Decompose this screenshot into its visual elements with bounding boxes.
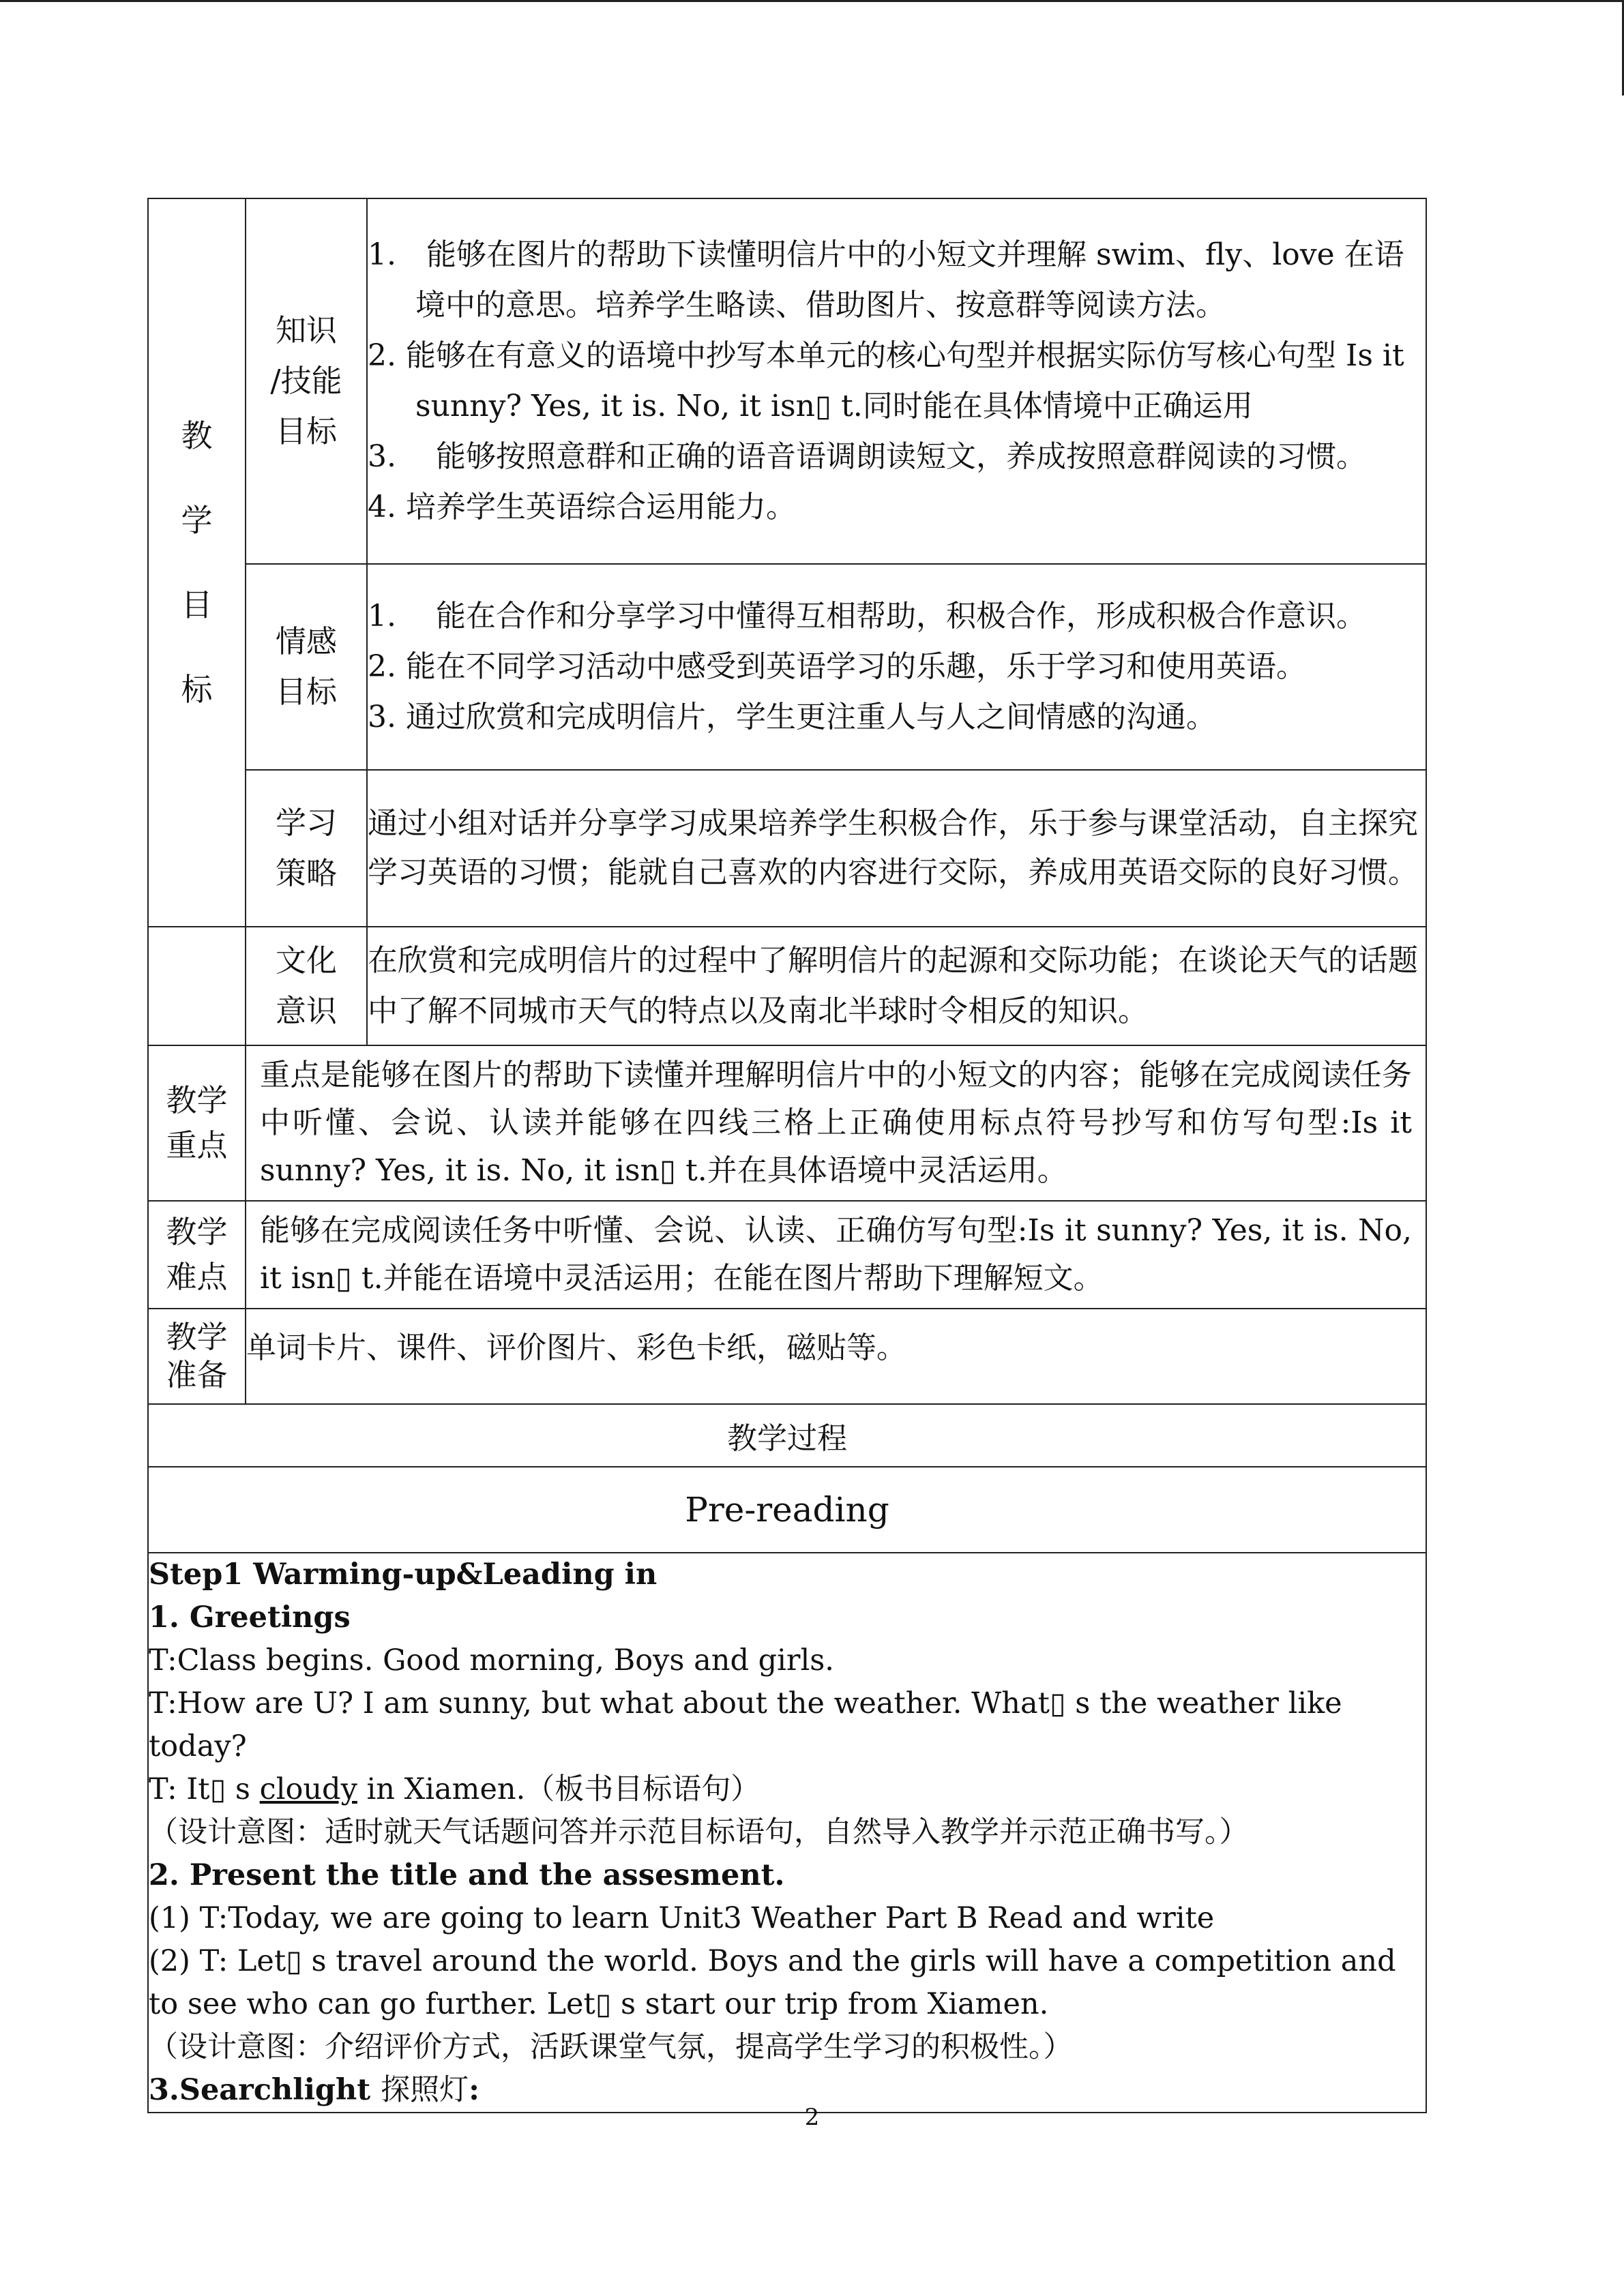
process-title: 教学过程: [148, 1404, 1426, 1467]
present-heading: 2. Present the title and the assesment.: [149, 1858, 785, 1892]
process-line: (1) T:Today, we are going to learn Unit3 Weather Part B Read and write: [149, 1901, 1215, 1935]
knowledge-content: [367, 198, 1426, 564]
dialogue-line: T:Class begins. Good morning, Boys and girls.: [149, 1643, 834, 1678]
process-line: (2) T: Let▯ s travel around the world. Boys and the girls will have a competition and to see who can go further. Let▯ s start our trip from Xiamen.: [149, 1944, 1396, 2021]
difficulties-label: 教学 难点: [148, 1201, 246, 1309]
knowledge-label: 知识 /技能 目标: [246, 198, 367, 564]
preparation-content: 单词卡片、课件、评价图片、彩色卡纸，磁贴等。: [246, 1309, 1426, 1404]
step1-heading: Step1 Warming-up&Leading in: [149, 1557, 658, 1592]
stage-title: Pre-reading: [148, 1467, 1426, 1553]
emotion-item: 3. 通过欣赏和完成明信片，学生更注重人与人之间情感的沟通。: [368, 700, 1216, 734]
culture-blank-cell: [148, 927, 246, 1045]
knowledge-item: 1. 能够在图片的帮助下读懂明信片中的小短文并理解 swim、fly、love 在语境中的意思。培养学生略读、借助图片、按意群等阅读方法。: [368, 237, 1404, 323]
preparation-row: [148, 1309, 1426, 1404]
difficulties-row: [148, 1201, 1426, 1309]
emotion-row: [148, 564, 1426, 770]
stage-title-row: [148, 1467, 1426, 1553]
knowledge-item: 4. 培养学生英语综合运用能力。: [368, 490, 796, 524]
strategy-label: 学习 策略: [246, 770, 367, 927]
dialogue-line: T:How are U? I am sunny, but what about the weather. What▯ s the weather like today?: [149, 1686, 1342, 1763]
dialogue-line: T: It▯ s cloudy in Xiamen.（板书目标语句）: [149, 1772, 761, 1806]
difficulties-content: 能够在完成阅读任务中听懂、会说、认读、正确仿写句型:Is it sunny? Yes, it is. No, it isn▯ t.并能在语境中灵活运用；在能在图片帮助下理解短文。: [246, 1201, 1426, 1309]
page-number: 2: [804, 2104, 820, 2131]
knowledge-item: 3. 能够按照意群和正确的语音语调朗读短文，养成按照意群阅读的习惯。: [368, 439, 1366, 474]
strategy-row: [148, 770, 1426, 927]
key-points-content: 重点是能够在图片的帮助下读懂并理解明信片中的小短文的内容；能够在完成阅读任务中听懂、会说、认读并能够在四线三格上正确使用标点符号抄写和仿写句型:Is it sunny? Yes, it is. No, it isn▯ t.并在具体语境中灵活运用。: [246, 1045, 1426, 1201]
culture-label: 文化 意识: [246, 927, 367, 1045]
key-points-row: [148, 1045, 1426, 1201]
design-intent: （设计意图：适时就天气话题问答并示范目标语句，自然导入教学并示范正确书写。）: [149, 1815, 1249, 1849]
emotion-item: 1. 能在合作和分享学习中懂得互相帮助，积极合作，形成积极合作意识。: [368, 599, 1366, 633]
greetings-heading: 1. Greetings: [149, 1600, 351, 1635]
lesson-plan-table: [147, 198, 1427, 2113]
key-points-label: 教学 重点: [148, 1045, 246, 1201]
emotion-item: 2. 能在不同学习活动中感受到英语学习的乐趣，乐于学习和使用英语。: [368, 649, 1306, 684]
top-border: [0, 0, 1624, 2]
process-title-row: [148, 1404, 1426, 1467]
process-row: [148, 1553, 1426, 2113]
objectives-label: 教 学 目 标: [148, 198, 246, 927]
searchlight-heading: 3.Searchlight 探照灯:: [149, 2073, 479, 2107]
culture-row: [148, 927, 1426, 1045]
design-intent: （设计意图：介绍评价方式，活跃课堂气氛，提高学生学习的积极性。）: [149, 2030, 1073, 2064]
preparation-label: 教学 准备: [148, 1309, 246, 1404]
target-word: cloudy: [259, 1772, 357, 1806]
knowledge-row: [148, 198, 1426, 564]
culture-content: 在欣赏和完成明信片的过程中了解明信片的起源和交际功能；在谈论天气的话题中了解不同城市天气的特点以及南北半球时令相反的知识。: [367, 927, 1426, 1045]
strategy-content: 通过小组对话并分享学习成果培养学生积极合作，乐于参与课堂活动，自主探究学习英语的习惯；能就自己喜欢的内容进行交际，养成用英语交际的良好习惯。: [367, 770, 1426, 927]
process-content: [148, 1553, 1426, 2113]
emotion-label: 情感 目标: [246, 564, 367, 770]
emotion-content: [367, 564, 1426, 770]
knowledge-item: 2. 能够在有意义的语境中抄写本单元的核心句型并根据实际仿写核心句型 Is it sunny? Yes, it is. No, it isn▯ t.同时能在具体情境中正确运用: [368, 338, 1404, 423]
